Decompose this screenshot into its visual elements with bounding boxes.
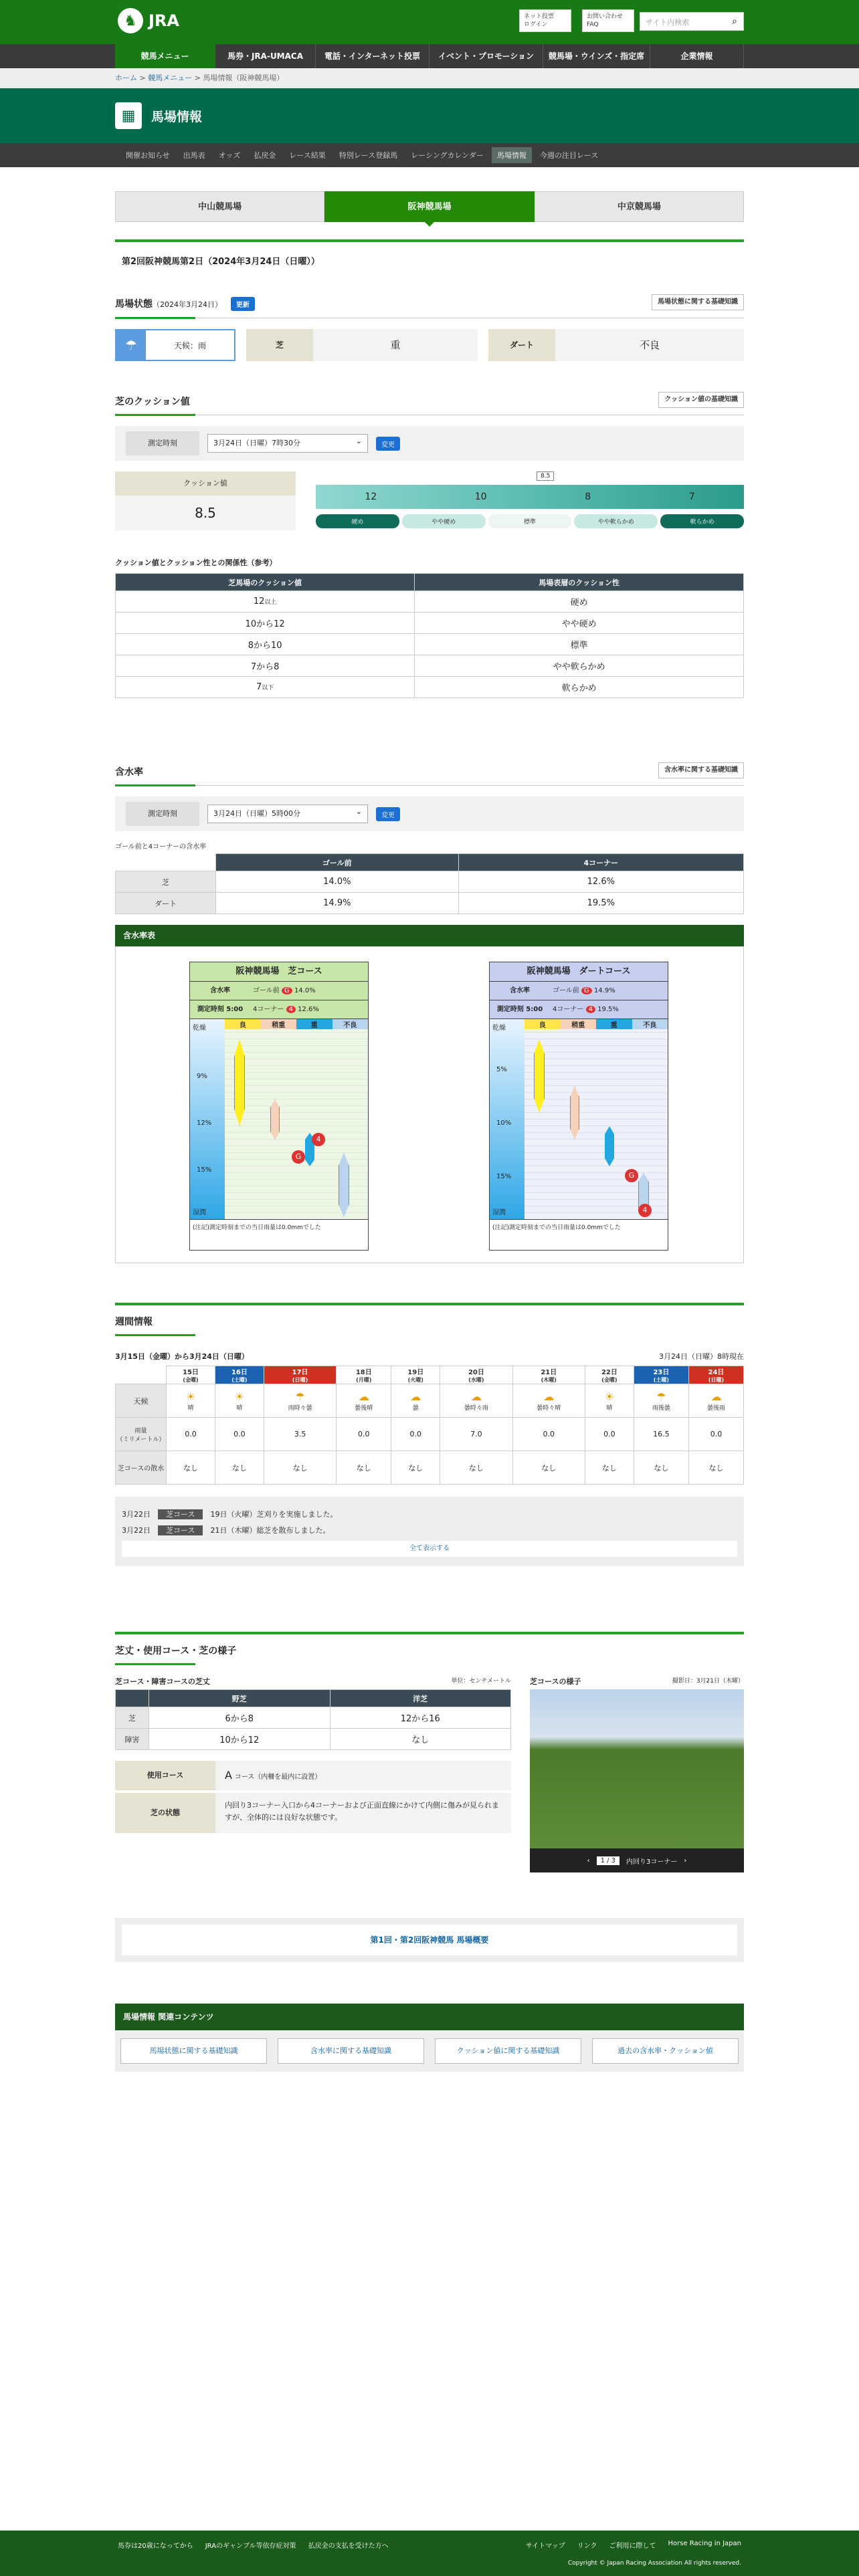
faq-button[interactable]: お問い合わせ FAQ [582,9,634,32]
nav-venues[interactable]: 競馬場・ウインズ・指定席 [543,44,650,68]
cushion-marker: 8.5 [537,471,554,481]
photo-pager: ‹ 1 / 3 内回り3コーナー › [530,1848,744,1872]
table-row: 7から8 やや軟らかめ [116,655,744,677]
corner-marker: 4 [312,1133,325,1146]
cushion-table: 芝馬場のクッション値 馬場表層のクッション性 12以上 硬め 10から12 やや硬め 8から10 標準 7から8 やや軟らかめ 7以下 軟らかめ [115,573,744,698]
weather-icon: ☂ [295,1390,305,1403]
day-header: 24日 (日曜) [688,1366,743,1384]
table-row: 芝 6から8 12から16 [116,1707,511,1729]
moisture-chart-area [115,946,744,1263]
weather-icon: ☀ [604,1390,615,1403]
horse-icon: ♞ [118,8,143,33]
moisture-time-select: 測定時刻 3月24日（日曜）5時00分 ⌄ 変更 [115,796,744,831]
search-icon[interactable]: ⌕ [726,13,743,30]
footer-link[interactable]: 払戻金の支払を受けた方へ [308,2543,389,2550]
subnav-item[interactable]: レース結果 [289,151,326,160]
cushion-basics-button[interactable]: クッション値の基礎知識 [658,392,744,408]
footer-link[interactable]: ご利用に際して [609,2543,656,2550]
course-photo-panel: 芝コースの様子 撮影日：3月21日（木曜） ‹ 1 / 3 内回り3コーナー › [530,1676,744,1872]
footer-link[interactable]: 馬券は20歳になってから [118,2543,193,2550]
weather-icon: ☁ [470,1390,482,1403]
watering-cell: なし [264,1451,336,1485]
related-link[interactable]: 過去の含水率・クッション値 [592,2038,739,2064]
breadcrumb-current: 馬場情報（阪神競馬場） [203,74,284,82]
goal-marker: G [292,1150,305,1164]
weekly-table: 15日 (金曜) 16日 (土曜) 17日 (日曜) 18日 (月曜) 19日 (火曜) 20日 (水曜) 21日 (木曜) 22日 (金曜) 23日 (土曜) 24日 (日曜) 天候 ☀ 晴 ☀ 晴 ☂ 雨時々曇 ☁ 曇後晴 ☁ 曇 ☁ 曇時々雨 ☁ 曇時々晴 ☀ 晴 ☂ 雨後曇 ☁ 曇後雨 雨量 （ミリメートル） 0.0 0.0 3.5 0.0 0.0 7.0 0.0 0.0 16.5 0.0 芝コースの散水 なし なし なし なし なし なし なし なし なし なし [115,1366,744,1485]
rain-cell: 0.0 [215,1418,264,1451]
cushion-time-select: 測定時刻 3月24日（日曜）7時30分 ⌄ 変更 [115,426,744,461]
turf-moisture-card: 阪神競馬場 芝コース 含水率 ゴール前 G 14.0% 測定時刻 5:00 4コーナー 4 12.6% 乾燥 9% 12% 15% 湿潤 良 稍重 重 不良 G 4 (注記)測定時刻までの当日雨量は0.0mmでした [189,962,369,1251]
table-row: 8から10 標準 [116,634,744,655]
table-row: 芝 14.0% 12.6% [116,871,744,893]
day-header: 22日 (金曜) [585,1366,634,1384]
subnav-item[interactable]: レーシングカレンダー [411,151,484,160]
subnav-item[interactable]: 出馬表 [183,151,205,160]
prev-icon[interactable]: ‹ [587,1856,590,1864]
watering-cell: なし [440,1451,512,1485]
moisture-chart-title: 含水率表 [115,925,744,946]
day-header: 20日 (水曜) [440,1366,512,1384]
cushion-levels: 硬め やや硬め 標準 やや軟らかめ 軟らかめ [316,514,744,528]
weather-cell: ☂ 雨時々曇 [264,1384,336,1418]
cushion-value-box: クッション値 8.5 [115,471,296,530]
day-header: 17日 (日曜) [264,1366,336,1384]
search-input[interactable]: サイト内検索 ⌕ [640,12,744,31]
goal-marker: G [625,1169,638,1182]
weather-icon: ☁ [710,1390,722,1403]
day-header: 23日 (土曜) [634,1366,688,1384]
cushion-rel-title: クッション値とクッション性との関係性（参考） [115,558,277,567]
rain-cell: 0.0 [585,1418,634,1451]
course-heading: 芝丈・使用コース・芝の様子 [115,1634,744,1664]
sub-nav [0,143,859,167]
weather-icon: ☂ [656,1390,666,1403]
footer-link[interactable]: リンク [577,2543,597,2550]
watering-cell: なし [215,1451,264,1485]
rain-cell: 16.5 [634,1418,688,1451]
course-photo [530,1689,744,1848]
summary-link[interactable]: 第1回・第2回阪神競馬 馬場概要 [122,1925,737,1955]
weather-cell: ☀ 晴 [585,1384,634,1418]
cushion-time-dropdown[interactable]: 3月24日（日曜）7時30分 ⌄ [207,434,368,453]
weather-cell: ☂ 雨後曇 [634,1384,688,1418]
tab-chukyo[interactable]: 中京競馬場 [535,191,744,222]
rain-cell: 0.0 [512,1418,585,1451]
weekly-heading: 週間情報 [115,1305,744,1335]
cushion-value: 8.5 [115,496,296,530]
weather-icon: ☀ [234,1390,245,1403]
cushion-change-button[interactable]: 変更 [376,437,400,451]
related-link[interactable]: 馬場状態に関する基礎知識 [120,2038,267,2064]
watering-cell: なし [688,1451,743,1485]
cushion-scale [316,471,744,530]
moisture-time-dropdown[interactable]: 3月24日（日曜）5時00分 ⌄ [207,804,368,823]
related-link[interactable]: クッション値に関する基礎知識 [435,2038,581,2064]
day-header: 18日 (月曜) [337,1366,391,1384]
global-nav [0,44,859,68]
venue-tabs [115,191,744,222]
subnav-item[interactable]: 開催お知らせ [126,151,170,160]
site-footer [0,2531,859,2576]
day-header: 19日 (火曜) [391,1366,440,1384]
weather-cell: ☁ 曇時々雨 [440,1384,512,1418]
rain-cell: 0.0 [391,1418,440,1451]
moisture-table: ゴール前 4コーナー 芝 14.0% 12.6% ダート 14.9% 19.5% [115,853,744,914]
weekly-notes [115,1497,744,1566]
site-header [0,0,859,44]
table-row: 10から12 やや硬め [116,613,744,634]
next-icon[interactable]: › [684,1856,687,1864]
day-header: 15日 (金曜) [167,1366,215,1384]
watering-cell: なし [512,1451,585,1485]
weather-box: ☂ 天候：雨 [115,329,235,361]
copyright: Copyright © Japan Racing Association All rights reserved. [567,2560,741,2567]
watering-cell: なし [337,1451,391,1485]
footer-link[interactable]: サイトマップ [525,2543,565,2550]
list-item: 3月22日 芝コース 19日（火曜）芝刈りを実施しました。 [122,1510,338,1519]
subnav-item[interactable]: オッズ [218,151,241,160]
page-title: 馬場情報 [151,109,203,124]
weather-cell: ☁ 曇後雨 [688,1384,743,1418]
moisture-heading: 含水率 含水率に関する基礎知識 [115,756,744,786]
track-basics-button[interactable]: 馬場状態に関する基礎知識 [652,294,744,310]
track-status-row [115,329,744,361]
jra-logo[interactable]: ♞ JRA [118,8,179,33]
cushion-heading: 芝のクッション値 クッション値の基礎知識 [115,385,744,415]
weather-cell: ☀ 晴 [215,1384,264,1418]
login-button[interactable]: ネット投票 ログイン [519,9,571,32]
cushion-display [115,471,744,530]
nav-tickets[interactable]: 馬券・JRA-UMACA [215,44,316,68]
weather-cell: ☁ 曇 [391,1384,440,1418]
subnav-item[interactable]: 特別レース登録馬 [339,151,398,160]
weather-icon: ☁ [410,1390,421,1403]
rain-cell: 0.0 [337,1418,391,1451]
turf-height-table: 野芝 洋芝 芝 6から8 12から16 障害 10から12 なし [115,1689,511,1750]
dry-range-marker [234,1039,245,1126]
moisture-change-button[interactable]: 変更 [376,807,400,821]
rain-cell: 0.0 [688,1418,743,1451]
rain-cell: 0.0 [167,1418,215,1451]
track-icon: ▦ [115,102,142,129]
moisture-axis: 乾燥 9% 12% 15% 湿潤 [190,1019,225,1219]
page-title-bar [0,88,859,143]
day-header: 21日 (木曜) [512,1366,585,1384]
watering-cell: なし [634,1451,688,1485]
rain-icon: ☂ [116,330,146,360]
table-row: ダート 14.9% 19.5% [116,893,744,914]
weather-cell: ☁ 曇後晴 [337,1384,391,1418]
nav-racing-menu[interactable]: 競馬メニュー [115,44,215,68]
list-item: 3月22日 芝コース 21日（木曜）総芝を散布しました。 [122,1526,330,1535]
meeting-title: 第2回阪神競馬第2日（2024年3月24日（日曜）） [122,257,320,267]
corner-marker: 4 [638,1204,652,1217]
track-heading: 馬場状態（2024年3月24日） 更新 馬場状態に関する基礎知識 [115,288,744,318]
turf-status: 芝 重 [246,329,478,361]
subnav-item[interactable]: 今週の注目レース [539,151,599,160]
footer-link[interactable]: Horse Racing in Japan [668,2540,741,2547]
tab-nakayama[interactable]: 中山競馬場 [115,191,324,222]
show-all-button[interactable]: 全て表示する [122,1541,737,1557]
watering-cell: なし [167,1451,215,1485]
update-button[interactable]: 更新 [231,297,255,311]
breadcrumb: ホーム > 競馬メニュー > 馬場情報（阪神競馬場） [0,68,859,88]
cushion-gradient: 12 10 8 7 [316,485,744,509]
moisture-basics-button[interactable]: 含水率に関する基礎知識 [658,762,744,778]
table-row: 7以下 軟らかめ [116,677,744,698]
weather-cell: ☁ 曇時々晴 [512,1384,585,1418]
watering-cell: なし [585,1451,634,1485]
dirt-status: ダート 不良 [488,329,744,361]
nav-voting[interactable]: 電話・インターネット投票 [316,44,430,68]
table-row: 12以上 硬め [116,591,744,613]
subnav-item-track[interactable]: 馬場情報 [492,147,532,163]
related-link[interactable]: 含水率に関する基礎知識 [278,2038,424,2064]
table-row: 障害 10から12 なし [116,1729,511,1750]
day-header: 16日 (土曜) [215,1366,264,1384]
nav-corporate[interactable]: 企業情報 [650,44,744,68]
nav-events[interactable]: イベント・プロモーション [430,44,543,68]
related-title: 馬場情報 関連コンテンツ [115,2004,744,2030]
breadcrumb-menu[interactable]: 競馬メニュー [148,74,193,82]
footer-link[interactable]: JRAのギャンブル等依存症対策 [205,2543,296,2550]
dirt-moisture-card: 阪神競馬場 ダートコース 含水率 ゴール前 G 14.9% 測定時刻 5:00 4コーナー 4 19.5% 乾燥 5% 10% 15% 湿潤 良 稍重 重 不良 G 4 (注記)測定時刻までの当日雨量は0.0mmでした [489,962,668,1251]
tab-hanshin[interactable]: 阪神競馬場 [324,191,534,222]
rain-cell: 3.5 [264,1418,336,1451]
moisture-axis: 乾燥 5% 10% 15% 湿潤 [490,1019,524,1219]
rain-cell: 7.0 [440,1418,512,1451]
weather-icon: ☁ [358,1390,369,1403]
weather-cell: ☀ 晴 [167,1384,215,1418]
weather-icon: ☀ [185,1390,196,1403]
subnav-item[interactable]: 払戻金 [254,151,276,160]
weather-icon: ☁ [543,1390,555,1403]
watering-cell: なし [391,1451,440,1485]
breadcrumb-home[interactable]: ホーム [115,74,137,82]
